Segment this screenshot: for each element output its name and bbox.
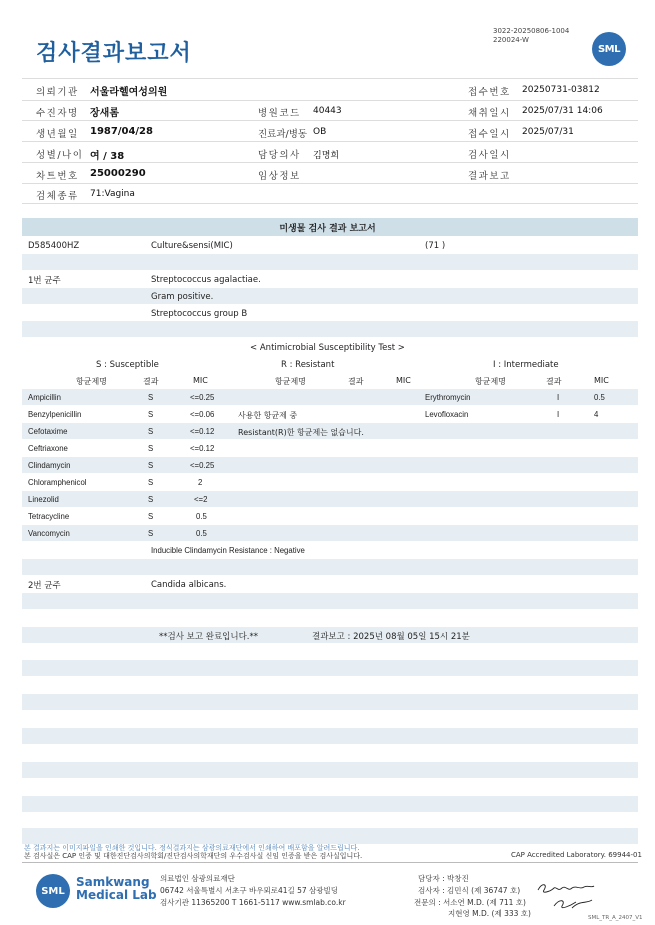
image-print-notice: 본 결과지는 이미지파일을 인쇄한 것입니다. 정식결과지는 삼광의료재단에서 인쇄하여 배포함을 알려드립니다.: [24, 844, 360, 852]
organism-1-line-3: Streptococcus group B: [151, 309, 248, 319]
patient-value: 장새롬: [90, 108, 119, 119]
footer-sml-logo: SML: [36, 874, 70, 908]
col-header-result: 결과: [143, 377, 159, 386]
col-header-result: 결과: [348, 377, 364, 386]
receipt-date-value: 2025/07/31: [522, 127, 574, 137]
organism-1-label: 1번 균주: [28, 276, 61, 286]
col-header-mic: MIC: [193, 376, 208, 385]
footer-lab-name-line-1: Samkwang: [76, 875, 150, 889]
ast-result: S: [148, 478, 154, 487]
doctor-value: 김명희: [313, 151, 340, 161]
col-header-mic: MIC: [594, 376, 609, 385]
row-band: [22, 593, 638, 609]
ast-drug: Ampicillin: [28, 393, 61, 402]
header-divider: [22, 78, 638, 79]
receipt-date-label: 접수일시: [468, 129, 511, 140]
receipt-no-label: 접수번호: [468, 87, 511, 98]
handwritten-signature: [536, 880, 596, 914]
patient-label: 수진자명: [36, 108, 79, 119]
specimen-label: 검체종류: [36, 191, 79, 202]
col-header-result: 결과: [546, 377, 562, 386]
footer-tester: 검사자 : 김민식 (제 36747 호): [418, 886, 521, 895]
row-band: [22, 762, 638, 778]
ast-mic: <=0.25: [190, 393, 215, 402]
ast-drug: Clindamycin: [28, 461, 71, 470]
reference-code: [493, 27, 570, 45]
ast-result: I: [557, 393, 560, 402]
ast-result: S: [148, 512, 154, 521]
row-band: [22, 559, 638, 575]
row-band: [22, 694, 638, 710]
col-header-drug: 항균제명: [76, 377, 107, 386]
sml-logo: SML: [592, 32, 626, 66]
row-band: [22, 457, 638, 473]
ast-drug: Cefotaxime: [28, 427, 68, 436]
hospital-code-value: 40443: [313, 106, 342, 116]
col-header-drug: 항균제명: [275, 377, 306, 386]
clinical-info-label: 임상정보: [258, 171, 301, 182]
row-divider: [22, 162, 638, 163]
row-band: [22, 254, 638, 270]
row-divider: [22, 141, 638, 142]
ast-title: < Antimicrobial Susceptibility Test >: [250, 343, 405, 353]
collect-date-label: 채취일시: [468, 108, 511, 119]
sex-age-value: 여 / 38: [90, 151, 125, 162]
organism-1-line-2: Gram positive.: [151, 292, 214, 302]
chart-no-label: 차트번호: [36, 171, 79, 182]
ast-mic: 0.5: [196, 512, 207, 521]
resistant-note-1: 사용한 항균제 중: [238, 411, 298, 420]
row-divider: [22, 183, 638, 184]
row-band: [22, 288, 638, 304]
row-band: [22, 491, 638, 507]
organism-1-line-1: Streptococcus agalactiae.: [151, 275, 261, 285]
dob-label: 생년월일: [36, 129, 79, 140]
clinic-label: 의뢰기관: [36, 87, 79, 98]
section-title: 미생물 검사 결과 보고서: [279, 224, 376, 234]
ast-result: S: [148, 393, 154, 402]
col-header-drug: 항균제명: [475, 377, 506, 386]
form-code: SML_TR_A_2407_V1: [588, 915, 643, 921]
row-band: [22, 728, 638, 744]
collect-date-value: 2025/07/31 14:06: [522, 106, 603, 116]
legend-intermediate: I : Intermediate: [493, 360, 559, 370]
ast-drug: Chloramphenicol: [28, 478, 87, 487]
report-label: 결과보고: [468, 171, 511, 182]
resistant-note-2: Resistant(R)한 항균제는 없습니다.: [238, 428, 364, 437]
ast-result: S: [148, 461, 154, 470]
ast-result: S: [148, 410, 154, 419]
row-divider: [22, 120, 638, 121]
ast-mic: 0.5: [594, 393, 605, 402]
ast-mic: 0.5: [196, 529, 207, 538]
footer-lab-name: [76, 876, 157, 902]
ast-mic: <=0.12: [190, 427, 215, 436]
ast-mic: 4: [594, 410, 599, 419]
dept-value: OB: [313, 127, 327, 137]
footer-divider: [22, 862, 638, 863]
ast-drug: Tetracycline: [28, 512, 70, 521]
footer-address: 06742 서울특별시 서초구 바우뫼로41길 57 삼광빌딩: [160, 886, 339, 895]
sex-age-label: 성별/나이: [36, 150, 84, 161]
footer-manager: 담당자 : 박창진: [418, 874, 469, 883]
dob-value: 1987/04/28: [90, 126, 153, 137]
hospital-code-label: 병원코드: [258, 108, 301, 119]
ast-drug: Erythromycin: [425, 393, 471, 402]
specimen-value: 71:Vagina: [90, 189, 135, 199]
report-complete-message: **검사 보고 완료입니다.**: [159, 632, 259, 642]
row-band: [22, 321, 638, 337]
footer-lab-name-line-2: Medical Lab: [76, 888, 157, 902]
ast-mic: 2: [198, 478, 203, 487]
ast-result: S: [148, 427, 154, 436]
legend-susceptible: S : Susceptible: [96, 360, 159, 370]
ast-drug: Levofloxacin: [425, 410, 469, 419]
inducible-clindamycin-note: Inducible Clindamycin Resistance : Negative: [151, 546, 305, 555]
ast-mic: <=0.06: [190, 410, 215, 419]
chart-no-value: 25000290: [90, 168, 146, 179]
footer-org-name: 의료법인 삼광의료재단: [160, 874, 235, 883]
ast-drug: Benzylpenicillin: [28, 410, 82, 419]
ast-result: S: [148, 444, 154, 453]
reference-code-2: 220024-W: [493, 36, 529, 44]
ast-result: I: [557, 410, 560, 419]
row-band: [22, 389, 638, 405]
footer-specialist-2: 지현영 M.D. (제 333 호): [448, 909, 531, 918]
ast-drug: Linezolid: [28, 495, 59, 504]
row-band: [22, 660, 638, 676]
dept-label: 진료과/병동: [258, 129, 308, 140]
ast-drug: Ceftriaxone: [28, 444, 68, 453]
ast-drug: Vancomycin: [28, 529, 70, 538]
ast-result: S: [148, 495, 154, 504]
doctor-label: 담당의사: [258, 150, 301, 161]
clinic-value: 서울라헬여성의원: [90, 87, 168, 98]
reference-code-1: 3022-20250806-1004: [493, 27, 570, 35]
footer-specialist-1: 전문의 : 서소연 M.D. (제 711 호): [414, 898, 526, 907]
row-band: [22, 828, 638, 844]
test-code: D585400HZ: [28, 241, 80, 251]
row-band: [22, 525, 638, 541]
test-name: Culture&sensi(MIC): [151, 241, 233, 251]
cap-accreditation: CAP Accredited Laboratory. 69944-01: [511, 851, 642, 859]
organism-2-label: 2번 균주: [28, 581, 61, 591]
ast-mic: <=0.25: [190, 461, 215, 470]
test-number: (71 ): [425, 241, 446, 251]
ast-mic: <=2: [194, 495, 208, 504]
accreditation-notice: 본 검사실은 CAP 인증 및 대한진단검사의학회/진단검사의학재단의 우수검사실 신임 인증을 받은 검사실입니다.: [24, 852, 363, 860]
report-title: 검사결과보고서: [36, 41, 192, 66]
report-time: 결과보고 : 2025년 08월 05일 15시 21분: [312, 632, 470, 642]
ast-mic: <=0.12: [190, 444, 215, 453]
organism-2-line: Candida albicans.: [151, 580, 227, 590]
receipt-no-value: 20250731-03812: [522, 85, 600, 95]
test-date-label: 검사일시: [468, 150, 511, 161]
row-divider: [22, 203, 638, 204]
ast-result: S: [148, 529, 154, 538]
footer-contact: 검사기관 11365200 T 1661-5117 www.smlab.co.kr: [160, 898, 346, 907]
row-divider: [22, 100, 638, 101]
legend-resistant: R : Resistant: [281, 360, 335, 370]
col-header-mic: MIC: [396, 376, 411, 385]
row-band: [22, 796, 638, 812]
